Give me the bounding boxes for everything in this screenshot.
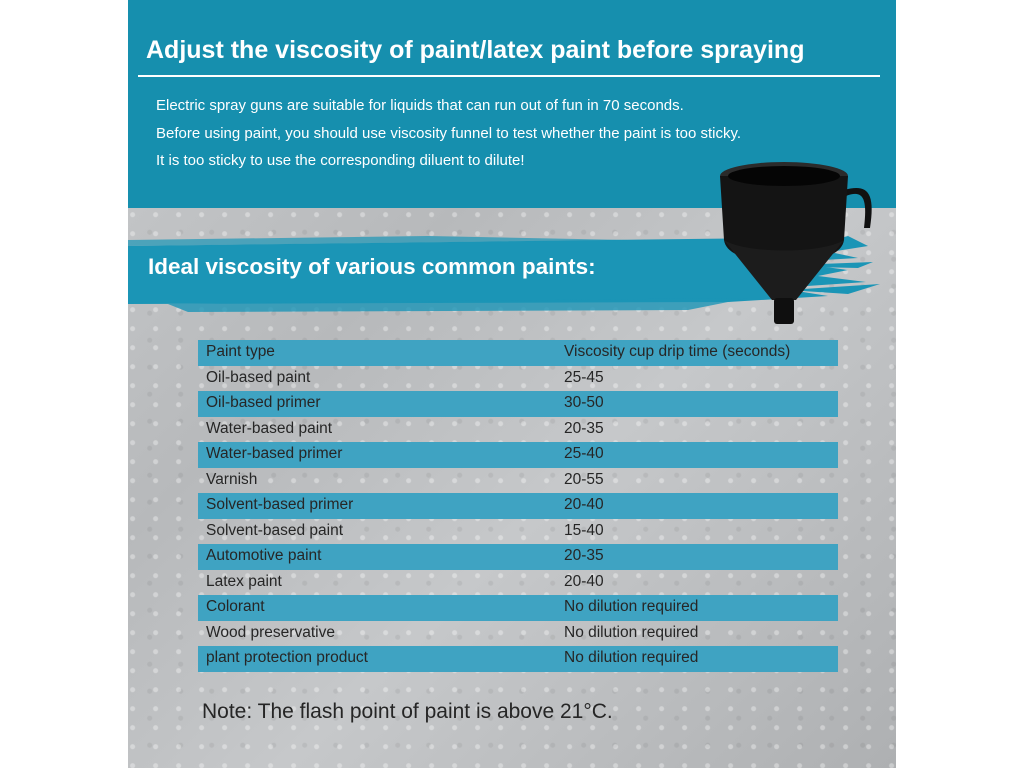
title-underline [138, 75, 880, 77]
column-header: Viscosity cup drip time (seconds) [564, 343, 791, 360]
drip-time-cell: 30-50 [564, 394, 604, 411]
drip-time-cell: 25-40 [564, 445, 604, 462]
paint-type-cell: Solvent-based primer [206, 496, 354, 513]
paint-type-cell: Water-based paint [206, 419, 333, 437]
intro-line: It is too sticky to use the corresponding diluent to dilute! [156, 152, 525, 169]
table-row [198, 595, 838, 621]
paint-type-cell: Water-based primer [206, 445, 343, 462]
page-title: Adjust the viscosity of paint/latex paint before spraying [146, 36, 805, 64]
drip-time-cell: No dilution required [564, 623, 699, 641]
drip-time-cell: 20-55 [564, 470, 604, 488]
drip-time-cell: 20-40 [564, 496, 604, 513]
section-title: Ideal viscosity of various common paints: [148, 254, 596, 279]
column-header: Paint type [206, 343, 275, 360]
flash-point-note: Note: The flash point of paint is above 21°C. [202, 700, 613, 723]
drip-time-cell: 25-45 [564, 368, 604, 386]
intro-line: Electric spray guns are suitable for liquids that can run out of fun in 70 seconds. [156, 97, 684, 114]
paint-type-cell: Oil-based primer [206, 394, 321, 411]
paint-type-cell: Solvent-based paint [206, 521, 344, 539]
drip-time-cell: No dilution required [564, 598, 699, 615]
paint-type-cell: Varnish [206, 470, 258, 488]
product-infographic [128, 0, 896, 768]
drip-time-cell: No dilution required [564, 649, 699, 666]
table-row [198, 442, 838, 468]
drip-time-cell: 20-40 [564, 572, 604, 590]
drip-time-cell: 20-35 [564, 419, 604, 437]
intro-text [156, 92, 741, 175]
table-row [198, 493, 838, 519]
table-row [198, 519, 838, 545]
table-row [198, 621, 838, 647]
paint-type-cell: Colorant [206, 598, 265, 615]
table-row [198, 468, 838, 494]
paint-type-cell: Wood preservative [206, 623, 335, 641]
drip-time-cell: 15-40 [564, 521, 604, 539]
table-row [198, 366, 838, 392]
intro-line: Before using paint, you should use viscosity funnel to test whether the paint is too sticky. [156, 124, 742, 142]
viscosity-table [198, 340, 838, 672]
table-row [198, 570, 838, 596]
table-header-row [198, 340, 838, 366]
table-row [198, 417, 838, 443]
table-row [198, 544, 838, 570]
paint-type-cell: plant protection product [206, 649, 368, 666]
paint-type-cell: Automotive paint [206, 547, 322, 564]
paint-type-cell: Latex paint [206, 572, 282, 590]
paint-type-cell: Oil-based paint [206, 368, 311, 386]
table-row [198, 391, 838, 417]
viscosity-funnel-icon [716, 150, 886, 330]
drip-time-cell: 20-35 [564, 547, 604, 564]
table-row [198, 646, 838, 672]
